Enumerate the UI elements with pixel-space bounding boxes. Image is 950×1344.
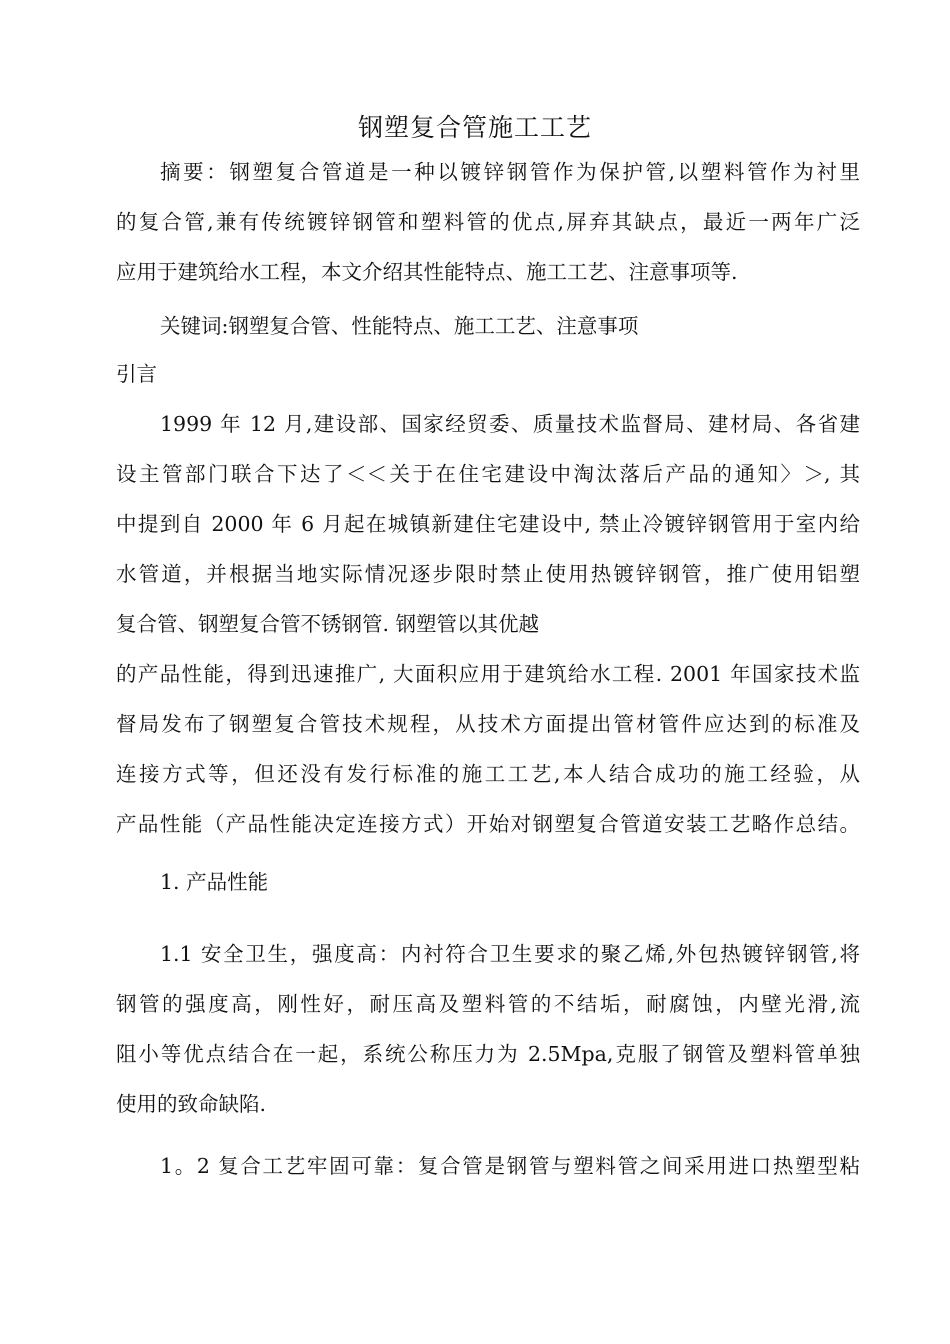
section-1-1-line: 使用的致命缺陷. [116,1092,267,1116]
section-1-1-line: 1.1 安全卫生，强度高：内衬符合卫生要求的聚乙烯,外包热镀锌钢管,将 [160,942,860,966]
section-heading: 1. 产品性能 [160,870,269,894]
intro-line: 复合管、钢塑复合管不锈钢管. 钢塑管以其优越 [116,612,540,636]
intro-line: 督局发布了钢塑复合管技术规程，从技术方面提出管材管件应达到的标准及 [116,712,860,736]
section-1-2-line: 1。2 复合工艺牢固可靠：复合管是钢管与塑料管之间采用进口热塑型粘 [160,1154,860,1178]
intro-line: 设主管部门联合下达了＜＜关于在住宅建设中淘汰落后产品的通知〉＞, 其 [116,462,860,486]
section-1-1-line: 钢管的强度高，刚性好，耐压高及塑料管的不结垢，耐腐蚀，内壁光滑,流 [116,992,860,1016]
keywords-line: 关键词:钢塑复合管、性能特点、施工工艺、注意事项 [160,314,639,338]
intro-line: 中提到自 2000 年 6 月起在城镇新建住宅建设中, 禁止冷镀锌钢管用于室内给 [116,512,860,536]
intro-heading: 引言 [116,362,157,386]
abstract-line: 应用于建筑给水工程，本文介绍其性能特点、施工工艺、注意事项等. [116,260,738,284]
abstract-line: 的复合管,兼有传统镀锌钢管和塑料管的优点,屏弃其缺点，最近一两年广泛 [116,210,860,234]
abstract-line: 摘要：钢塑复合管道是一种以镀锌钢管作为保护管,以塑料管作为衬里 [160,160,860,184]
document-title: 钢塑复合管施工工艺 [357,113,592,142]
intro-line: 产品性能（产品性能决定连接方式）开始对钢塑复合管道安装工艺略作总结。 [116,812,860,836]
intro-line: 连接方式等，但还没有发行标准的施工工艺,本人结合成功的施工经验，从 [116,762,860,786]
intro-line: 1999 年 12 月,建设部、国家经贸委、质量技术监督局、建材局、各省建 [160,412,860,436]
intro-line: 的产品性能，得到迅速推广, 大面积应用于建筑给水工程. 2001 年国家技术监 [116,662,860,686]
section-1-1-line: 阻小等优点结合在一起，系统公称压力为 2.5Mpa,克服了钢管及塑料管单独 [116,1042,860,1066]
intro-line: 水管道，并根据当地实际情况逐步限时禁止使用热镀锌钢管，推广使用铝塑 [116,562,860,586]
